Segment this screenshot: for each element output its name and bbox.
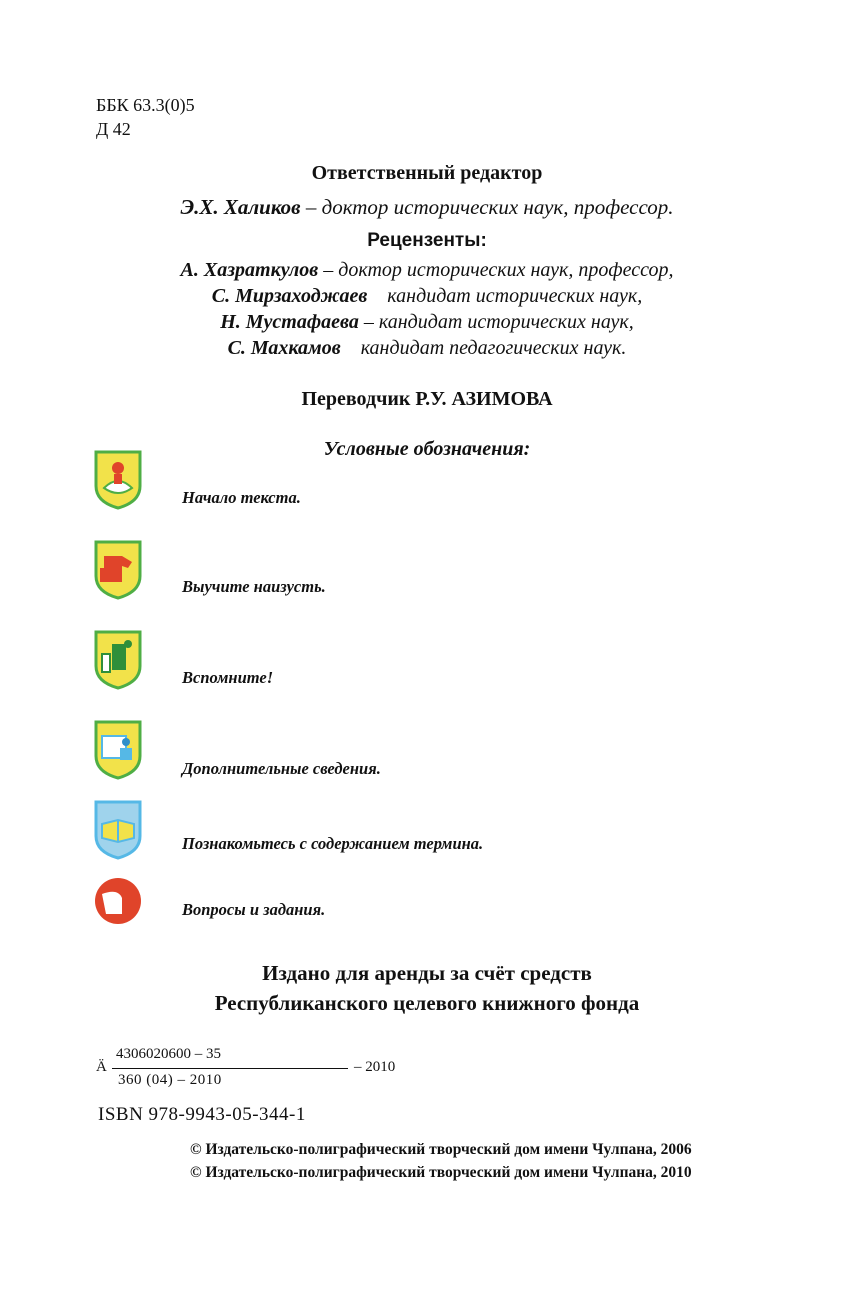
- fraction-bar: [112, 1068, 348, 1069]
- svg-text:?: ?: [126, 886, 142, 916]
- translator-line: Переводчик Р.У. АЗИМОВА: [301, 388, 553, 410]
- reviewer-name: С. Махкамов: [227, 337, 341, 359]
- editor-name: Э.Х. Халиков: [180, 195, 301, 219]
- additional-info-icon: [92, 718, 144, 780]
- editor-heading: Ответственный редактор: [311, 162, 543, 184]
- reviewer-desc: кандидат педагогических наук.: [340, 337, 627, 359]
- memorize-head-icon: [92, 538, 144, 600]
- term-book-icon: [92, 798, 144, 860]
- bbk-index: Д 42: [96, 119, 131, 139]
- reviewers-heading: Рецензенты:: [367, 230, 487, 251]
- reviewer-name: С. Мирзаходжаев: [211, 285, 368, 307]
- reviewer-desc: – доктор исторических наук, профессор,: [318, 259, 674, 281]
- fraction-denominator: 360 (04) – 2010: [118, 1072, 222, 1088]
- legend-heading: Условные обозначения:: [323, 438, 531, 460]
- reviewer-name: Н. Мустафаева: [220, 311, 359, 333]
- editor-line: [0, 195, 854, 220]
- reviewers-list: [0, 257, 854, 361]
- fraction-prefix: Ä: [96, 1059, 107, 1075]
- published-line: Республиканского целевого книжного фонда: [214, 991, 640, 1015]
- reviewer-item: [0, 257, 854, 283]
- reading-book-icon: [92, 448, 144, 510]
- reviewer-item: [0, 283, 854, 309]
- legend-label: Вспомните!: [182, 668, 274, 687]
- legend-label: Начало текста.: [182, 488, 301, 507]
- question-mark-icon: [92, 876, 144, 926]
- editor-desc: – доктор исторических наук, профессор.: [300, 195, 674, 219]
- legend-label: Познакомьтесь с содержанием термина.: [182, 834, 484, 853]
- published-line: Издано для аренды за счёт средств: [262, 961, 592, 985]
- copyright-line: © Издательско-полиграфический творческий дом имени Чулпана, 2006: [190, 1141, 692, 1158]
- bbk-code: ББК 63.3(0)5: [96, 95, 195, 115]
- fraction-numerator: 4306020600 – 35: [116, 1046, 221, 1062]
- reviewer-item: [0, 309, 854, 335]
- remember-figure-icon: [92, 628, 144, 690]
- legend-label: Дополнительные сведения.: [182, 759, 381, 778]
- copyright-line: © Издательско-полиграфический творческий дом имени Чулпана, 2010: [190, 1164, 692, 1181]
- legend-label: Выучите наизусть.: [182, 577, 326, 596]
- fraction-suffix: – 2010: [354, 1059, 396, 1075]
- legend-label: Вопросы и задания.: [182, 900, 326, 919]
- isbn: ISBN 978-9943-05-344-1: [98, 1104, 306, 1125]
- published-note: [0, 958, 854, 1018]
- reviewer-desc: кандидат исторических наук,: [367, 285, 643, 307]
- reviewer-desc: – кандидат исторических наук,: [358, 311, 634, 333]
- bbk-block: [96, 93, 195, 141]
- reviewer-item: [0, 335, 854, 361]
- reviewer-name: А. Хазраткулов: [180, 259, 319, 281]
